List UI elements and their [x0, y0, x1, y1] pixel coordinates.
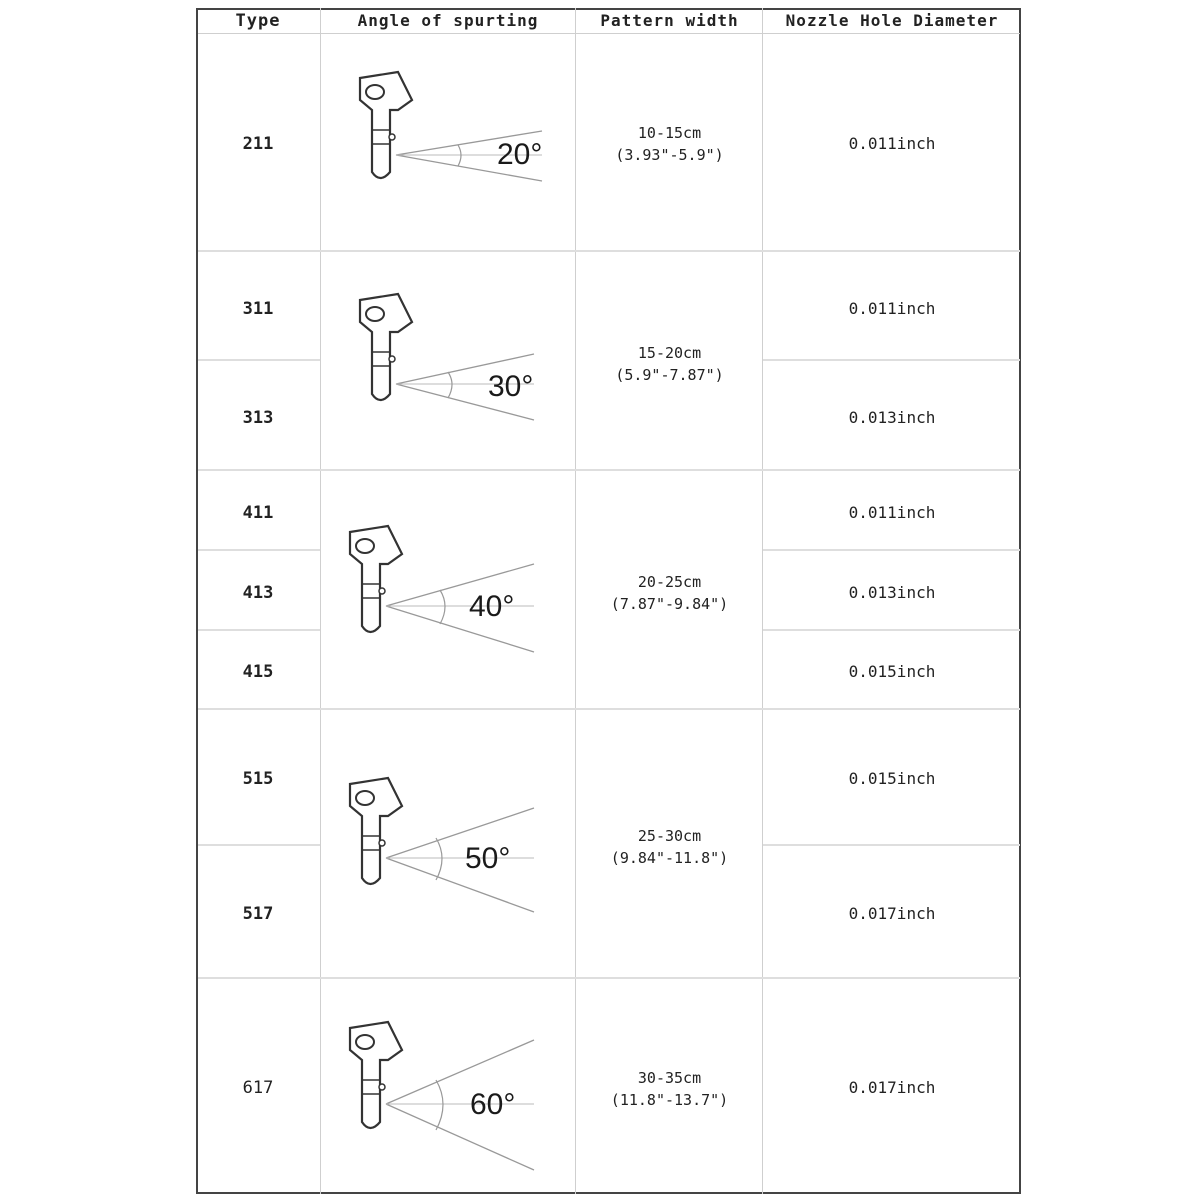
header-pattern-width: Pattern width	[600, 11, 739, 30]
pattern-width-cell	[577, 825, 762, 869]
row-divider	[763, 359, 1020, 361]
row-divider	[198, 629, 320, 631]
pattern-width-in: (3.93"-5.9")	[615, 146, 724, 164]
pattern-width-cell	[577, 571, 762, 615]
type-cell: 517	[242, 904, 274, 924]
type-cell: 311	[242, 299, 274, 319]
pattern-width-in: (9.84"-11.8")	[610, 849, 729, 867]
row-divider	[198, 549, 320, 551]
type-cell: 313	[242, 408, 274, 428]
pattern-width-cm: 10-15cm	[637, 124, 702, 142]
type-cell: 617	[242, 1078, 274, 1098]
header-nozzle-diameter: Nozzle Hole Diameter	[785, 11, 999, 30]
type-cell: 411	[242, 503, 274, 523]
pattern-width-cm: 15-20cm	[637, 344, 702, 362]
column-divider	[575, 8, 576, 1194]
type-cell: 415	[242, 662, 274, 682]
spray-angle-label: 50°	[465, 842, 511, 875]
spray-tip-icon	[340, 776, 560, 921]
diameter-cell: 0.013inch	[848, 408, 936, 427]
row-divider	[198, 844, 320, 846]
diameter-cell: 0.011inch	[848, 134, 936, 153]
column-divider	[320, 8, 321, 1194]
header-type: Type	[235, 11, 281, 31]
diameter-cell: 0.015inch	[848, 662, 936, 681]
spray-angle-label: 30°	[488, 370, 534, 403]
pattern-width-in: (7.87"-9.84")	[610, 595, 729, 613]
diameter-cell: 0.013inch	[848, 583, 936, 602]
row-divider	[763, 844, 1020, 846]
header-divider	[198, 33, 1020, 34]
diameter-cell: 0.017inch	[848, 904, 936, 923]
spray-tip-icon	[340, 70, 560, 190]
pattern-width-in: (11.8"-13.7")	[610, 1091, 729, 1109]
spray-angle-label: 40°	[469, 590, 515, 623]
diameter-cell: 0.011inch	[848, 299, 936, 318]
diameter-cell: 0.017inch	[848, 1078, 936, 1097]
pattern-width-cell	[577, 342, 762, 386]
spray-tip-icon	[340, 292, 560, 432]
row-divider	[763, 549, 1020, 551]
row-divider	[763, 629, 1020, 631]
pattern-width-cell	[577, 122, 762, 166]
type-cell: 211	[242, 134, 274, 154]
row-divider	[198, 359, 320, 361]
pattern-width-cell	[577, 1067, 762, 1111]
spray-tip-icon	[340, 524, 560, 664]
group-divider	[198, 977, 1020, 979]
group-divider	[198, 250, 1020, 252]
pattern-width-in: (5.9"-7.87")	[615, 366, 724, 384]
spray-angle-label: 20°	[497, 138, 543, 171]
type-cell: 413	[242, 583, 274, 603]
column-divider	[762, 8, 763, 1194]
diameter-cell: 0.015inch	[848, 769, 936, 788]
type-cell: 515	[242, 769, 274, 789]
group-divider	[198, 708, 1020, 710]
spray-tip-icon	[340, 1020, 560, 1175]
pattern-width-cm: 25-30cm	[637, 827, 702, 845]
diameter-cell: 0.011inch	[848, 503, 936, 522]
header-angle: Angle of spurting	[357, 11, 539, 30]
spray-angle-label: 60°	[470, 1088, 516, 1121]
pattern-width-cm: 30-35cm	[637, 1069, 702, 1087]
pattern-width-cm: 20-25cm	[637, 573, 702, 591]
group-divider	[198, 469, 1020, 471]
